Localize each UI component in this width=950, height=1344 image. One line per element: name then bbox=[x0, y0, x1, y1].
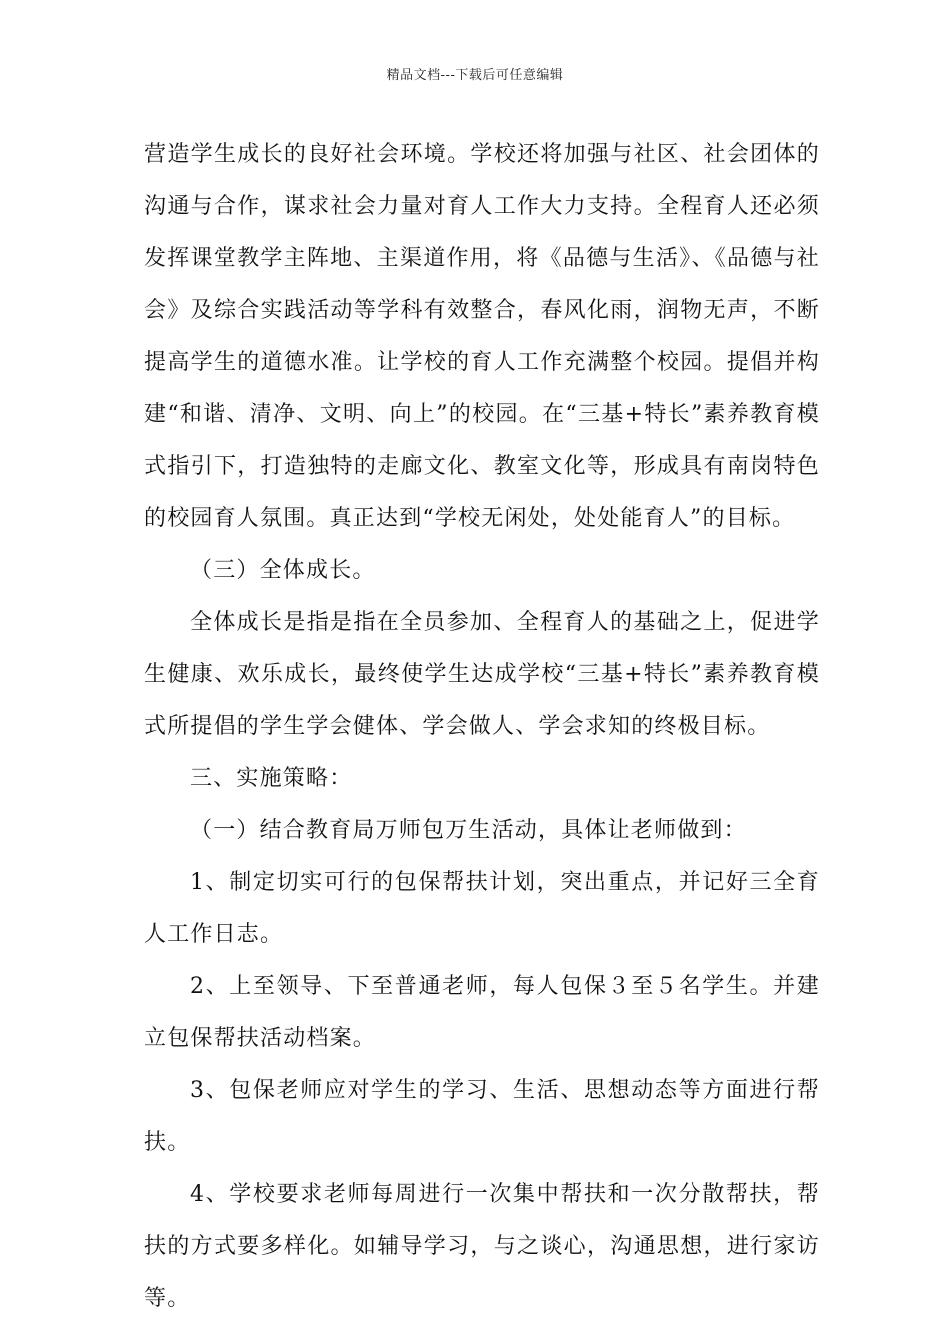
list-item-3: 3、包保老师应对学生的学习、生活、思想动态等方面进行帮扶。 bbox=[144, 1078, 820, 1155]
section-heading-shishi-celue: 三、实施策略： bbox=[190, 766, 353, 791]
paragraph-continuation: 营造学生成长的良好社会环境。学校还将加强与社区、社会团体的沟通与合作，谋求社会力量对育人工作大力支持。全程育人还必须发挥课堂教学主阵地、主渠道作用，将《品德与生活》、《品德与社会》及综合实践活动等学科有效整合，春风化雨，润物无声，不断提高学生的道德水准。让学校的育人工作充满整个校园。提倡并构建“和谐、清净、文明、向上”的校园。在“三基+特长”素养教育模式指引下，打造独特的走廊文化、教室文化等，形成具有南岗特色的校园育人氛围。真正达到“学校无闲处，处处能育人”的目标。 bbox=[144, 142, 820, 531]
list-item-1: 1、制定切实可行的包保帮扶计划，突出重点，并记好三全育人工作日志。 bbox=[144, 870, 820, 947]
list-item-4: 4、学校要求老师每周进行一次集中帮扶和一次分散帮扶，帮扶的方式要多样化。如辅导学习，与之谈心，沟通思想，进行家访等。 bbox=[144, 1182, 820, 1311]
document-body bbox=[144, 129, 820, 1325]
list-item-2: 2、上至领导、下至普通老师，每人包保３至５名学生。并建立包保帮扶活动档案。 bbox=[144, 974, 820, 1051]
section-heading-quanti-chengzhang: （三）全体成长。 bbox=[190, 558, 376, 583]
paragraph-quanti-chengzhang: 全体成长是指是指在全员参加、全程育人的基础之上，促进学生健康、欢乐成长，最终使学生达成学校“三基+特长”素养教育模式所提倡的学生学会健体、学会做人、学会求知的终极目标。 bbox=[144, 610, 820, 739]
subsection-heading-1: （一）结合教育局万师包万生活动，具体让老师做到： bbox=[190, 818, 747, 843]
page-header: 精品文档---下载后可任意编辑 bbox=[386, 68, 564, 83]
